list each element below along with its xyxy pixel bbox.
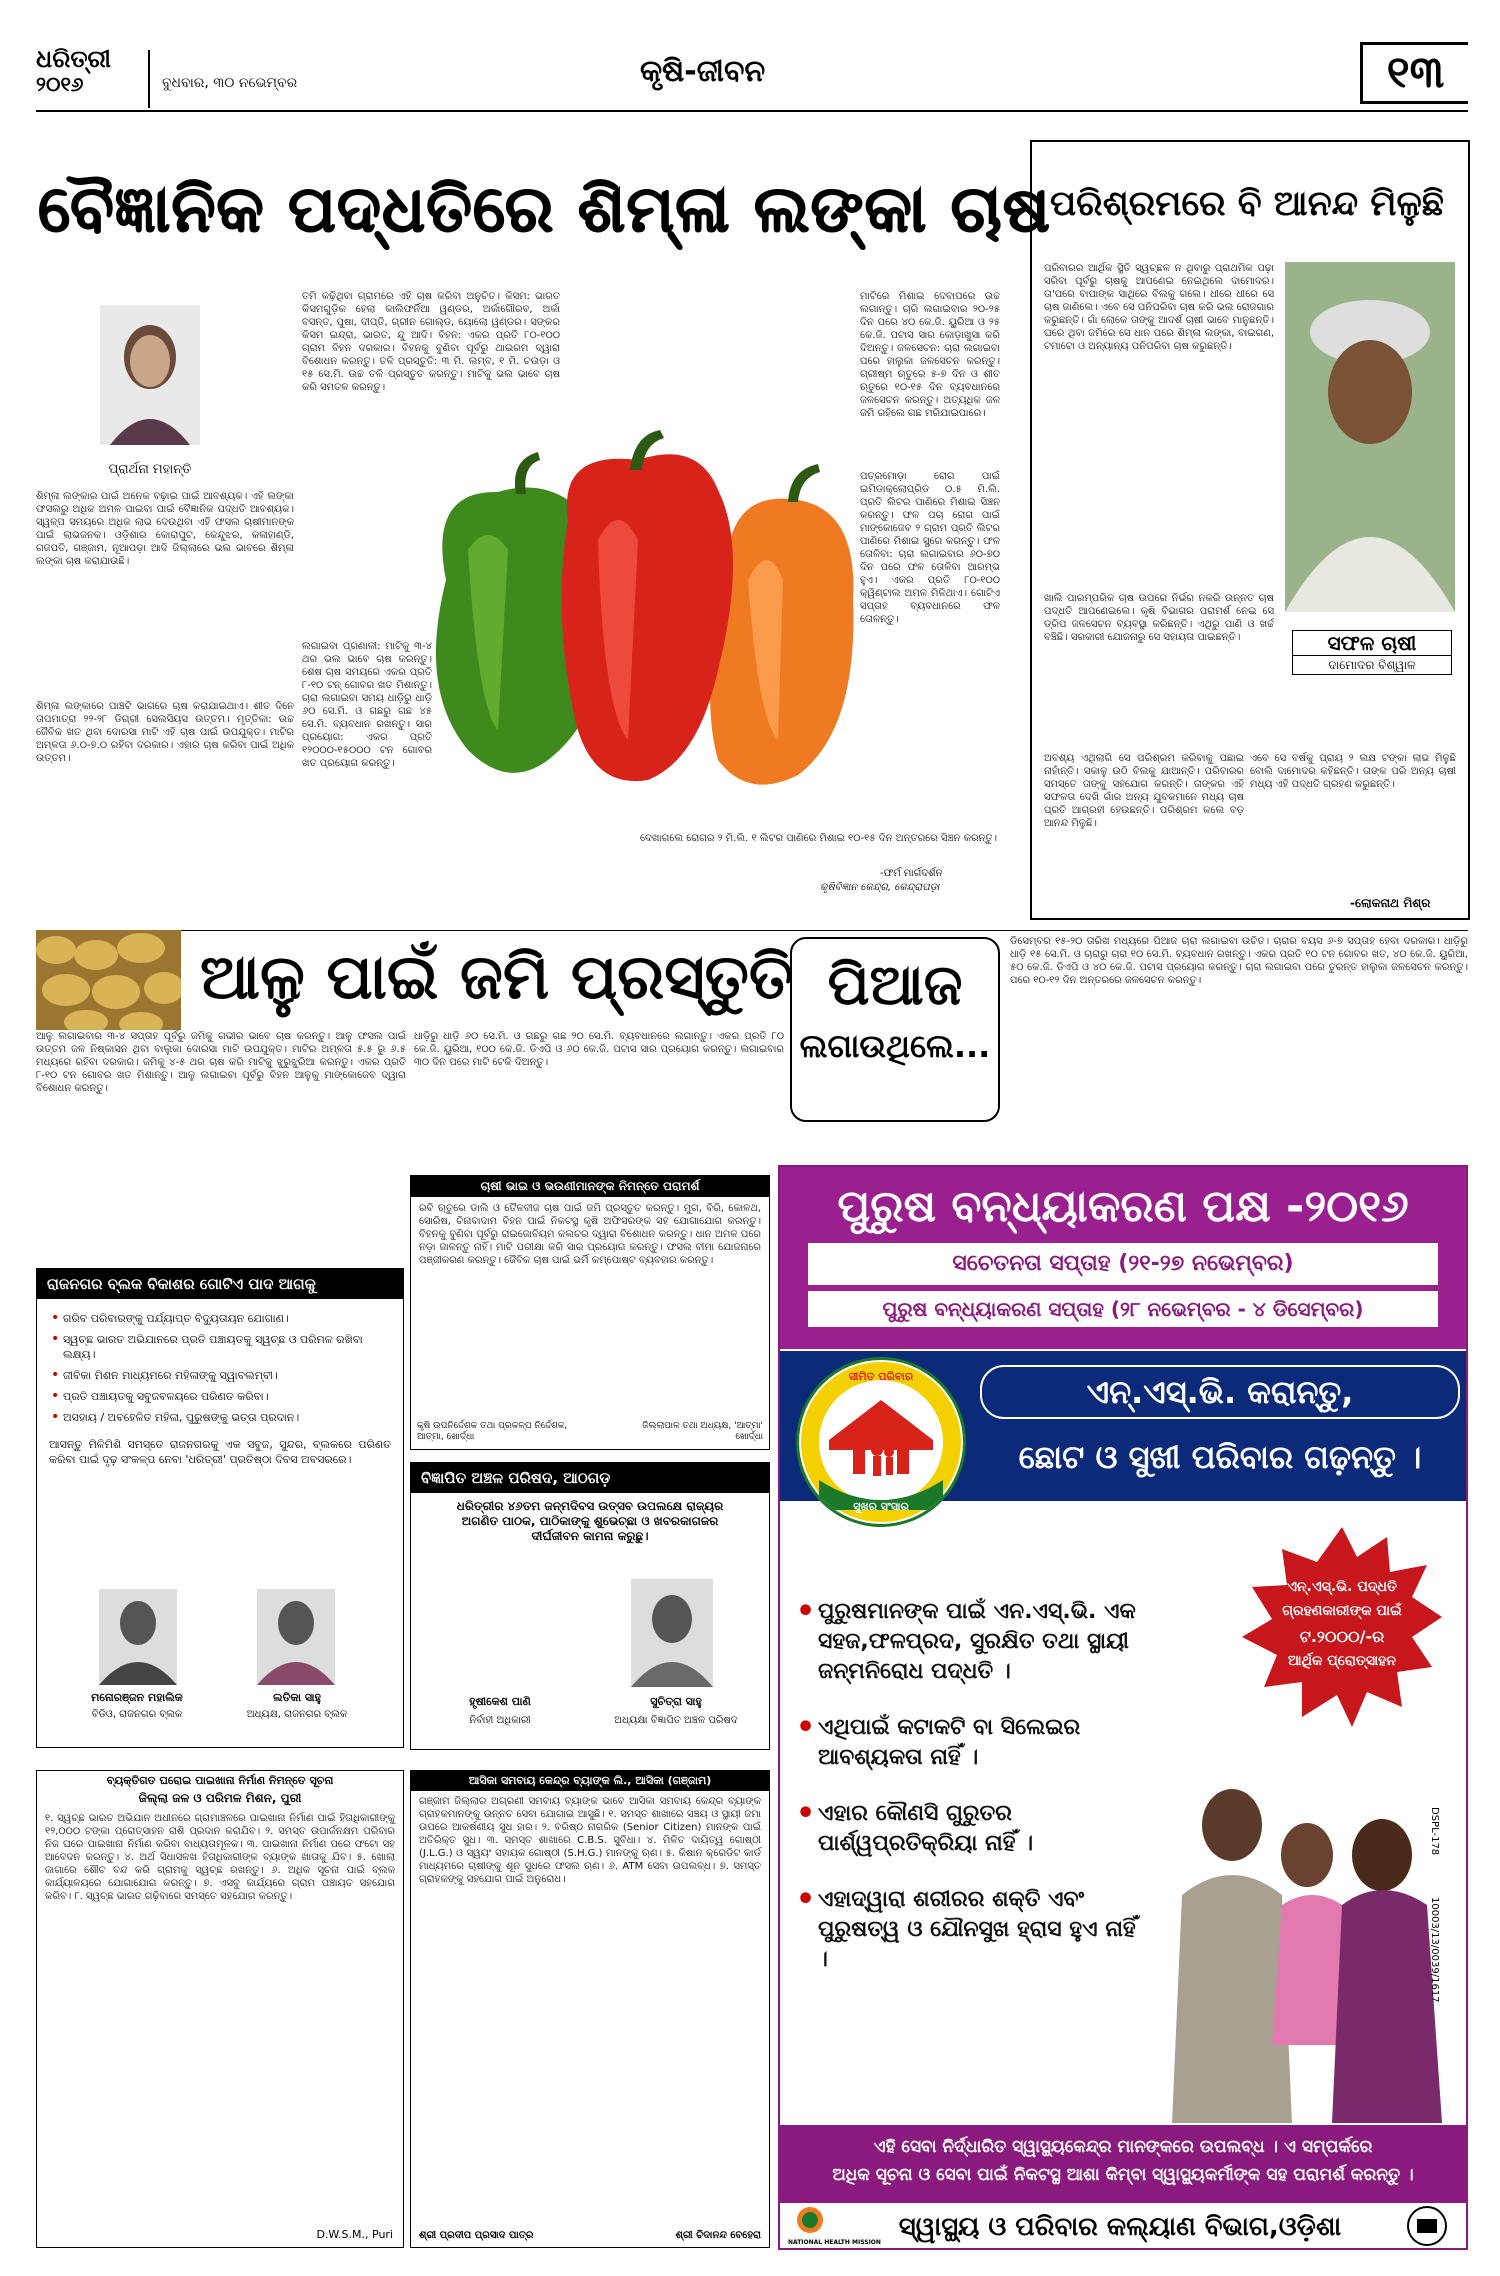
ad-week-1: ସଚେତନତା ସପ୍ତାହ (୨୧-୨୭ ନଭେମ୍ବର) bbox=[808, 1243, 1438, 1285]
advisory-title: ଚାଷୀ ଭାଇ ଓ ଭଉଣୀମାନଙ୍କ ନିମନ୍ତେ ପରାମର୍ଶ bbox=[411, 1176, 769, 1197]
ad-benefits-list bbox=[796, 1597, 1146, 2001]
ad-benefit-4: • ଏହାଦ୍ୱାରା ଶରୀରର ଶକ୍ତି ଏବଂ ପୁରୁଷତ୍ୱ ଓ ଯୌନସୁଖ ହ୍ରାସ ହୁଏ ନାହିଁ । bbox=[796, 1885, 1146, 1975]
farmer-badge bbox=[1292, 630, 1452, 675]
logo-text-top: ସୀମିତ ପରିବାର bbox=[848, 1370, 914, 1383]
section-name: କୃଷି-ଜୀବନ bbox=[640, 54, 766, 89]
capsicum-image bbox=[398, 430, 868, 810]
athagarh-line-2: ଅଗଣିତ ପାଠକ, ପାଠିକାଙ୍କୁ ଶୁଭେଚ୍ଛା ଓ ଖବରକାଗଜର bbox=[461, 1514, 719, 1528]
rajnagar-item: • ଜୀବିକା ମିଶନ ମାଧ୍ୟମରେ ମହିଳାଙ୍କୁ ସ୍ୱାବଲମ୍ବୀ। bbox=[49, 1368, 393, 1383]
lead-col3b: ଦେଖାଗଲେ ରୋଗର ୨ ମି.ଲି. ୧ ଲିଟର ପାଣିରେ ମିଶାଇ ୧୦-୧୫ ଦିନ ଅନ୍ତରରେ ସିଞ୍ଚନ କରନ୍ତୁ। bbox=[640, 833, 998, 844]
athagarh-person-2-role: ଅଧ୍ୟକ୍ଷା ବିଜ୍ଞାପିତ ଅଞ୍ଚଳ ପରିଷଦ bbox=[614, 1715, 738, 1726]
bank-sign-2: ଶ୍ରୀ ଚିଦାନନ୍ଦ ବେହେରା bbox=[675, 2230, 761, 2241]
rajnagar-person-2-role: ଅଧ୍ୟକ୍ଷ, ରାଜନଗର ବ୍ଲକ bbox=[246, 1709, 348, 1720]
bank-notice-box bbox=[410, 1770, 770, 2248]
rajnagar-item: • ଅସହାୟ / ଅବହେଳିତ ମହିଳା, ପୁରୁଷଙ୍କୁ ଭତ୍ତା ପ୍ରଦାନ। bbox=[49, 1410, 393, 1425]
toilet-notice-text: ୧. ସ୍ୱଚ୍ଛ ଭାରତ ଅଭିଯାନ ଅଧୀନରେ ଗ୍ରାମାଞ୍ଚଳରେ ପାଇଖାନା ନିର୍ମାଣ ପାଇଁ ହିତାଧିକାରୀଙ୍କୁ ୧୨,୦୦୦ ଟଙ୍କା ପ୍ରୋତ୍ସାହନ ରାଶି ପ୍ରଦାନ କରାଯିବ। ୨. ସମସ୍ତ ଉପାର୍ଜନକ୍ଷମ ପରିବାର ନିଜ ଘରେ ପାଇଖାନା ନିର୍ମାଣ କରିବା ବାଧ୍ୟତାମୂଳକ। ୩. ପାଇଖାନା ନିର୍ମାଣ ପରେ ଫଟୋ ସହ ଆବେଦନ କରନ୍ତୁ। ୪. ଅର୍ଥ ସିଧାସଳଖ ହିତାଧିକାରୀଙ୍କ ବ୍ୟାଙ୍କ ଖାତାକୁ ଯିବ। ୫. ଖୋଲା ଜାଗାରେ ଶୌଚ ବନ୍ଦ କରି ଗ୍ରାମକୁ ସ୍ୱଚ୍ଛ ରଖନ୍ତୁ। ୬. ଅଧିକ ସୂଚନା ପାଇଁ ବ୍ଲକ କାର୍ଯ୍ୟାଳୟରେ ଯୋଗାଯୋଗ କରନ୍ତୁ। ୭. ଏସବୁ କାର୍ଯ୍ୟରେ ଗ୍ରାମ ପଞ୍ଚାୟତ ସହଯୋଗ କରିବ। ୮. ସ୍ୱଚ୍ଛ ଭାରତ ଗଢ଼ିବାରେ ସମସ୍ତେ ସହଯୋଗ କରନ୍ତୁ। bbox=[45, 1813, 395, 1902]
nsv-advertisement bbox=[778, 1165, 1468, 2250]
toilet-notice-footer: D.W.S.M., Puri bbox=[316, 2228, 393, 2241]
advisory-sign-1: କୃଷି ଉପନିର୍ଦ୍ଦେଶକ ତଥା ପ୍ରକଳ୍ପ ନିର୍ଦ୍ଦେଶକ, ଆତ୍ମା, ଖୋର୍ଦ୍ଧା bbox=[417, 1421, 568, 1442]
farmer-name: ଦାମୋଦର ବିଶ୍ୱାଳ bbox=[1292, 656, 1452, 675]
potato-headline: ଆଳୁ ପାଇଁ ଜମି ପ୍ରସ୍ତୁତି bbox=[200, 940, 794, 1013]
burst-line-1: ଏନ୍.ଏସ୍.ଭି. ପଦ୍ଧତି bbox=[1287, 1579, 1397, 1595]
athagarh-person-2-photo bbox=[631, 1579, 713, 1687]
athagarh-line-1: ଧରିତ୍ରୀର ୪୬ତମ ଜନ୍ମଦିବସ ଉତ୍ସବ ଉପଲକ୍ଷେ ରାଜ୍ୟର bbox=[456, 1499, 724, 1513]
page-number-box bbox=[1360, 42, 1468, 104]
farmer-text-2: ଖାଲି ପାରମ୍ପରିକ ଚାଷ ଉପରେ ନିର୍ଭର ନକରି ଉନ୍ନତ ଚାଷ ପଦ୍ଧତି ଆପଣେଇଲେ। କୃଷି ବିଭାଗର ପରାମର୍ଶ ନେଇ ସେ ଡ୍ରିପ ଜଳସେଚନ ବ୍ୟବସ୍ଥା କରିଛନ୍ତି। ଏଥିରୁ ପାଣି ଓ ଖର୍ଚ୍ଚ ବଞ୍ଚିଛି। ସରକାରୀ ଯୋଜନାରୁ ସେ ସହାୟତା ପାଇଛନ୍ତି। bbox=[1044, 593, 1274, 643]
farmer-text-4: ଏବେ ସେ ବର୍ଷକୁ ପ୍ରାୟ ୨ ଲକ୍ଷ ଟଙ୍କା ଲାଭ ମିଳୁଛି ବୋଲି ଦାମୋଦର କହିଛନ୍ତି। ତାଙ୍କ ପରି ଅନ୍ୟ ଚାଷୀ ମଧ୍ୟ ଏହି ପଦ୍ଧତି ଗ୍ରହଣ କରୁଛନ୍ତି। bbox=[1250, 753, 1456, 790]
farmer-byline: -ଲୋକନାଥ ମିଶ୍ର bbox=[1350, 896, 1431, 910]
ad-title-band bbox=[780, 1167, 1466, 1349]
ad-code-1: DSPL-178 bbox=[1429, 1807, 1440, 1856]
author-caption: ପ୍ରାର୍ଥନା ମହାନ୍ତି bbox=[108, 462, 192, 477]
toilet-notice-title: ବ୍ୟକ୍ତିଗତ ଘରୋଇ ପାଇଖାନା ନିର୍ମାଣ ନିମନ୍ତେ ସୂଚନା bbox=[37, 1771, 403, 1791]
ad-benefit-1: • ପୁରୁଷମାନଙ୍କ ପାଇଁ ଏନ.ଏସ୍.ଭି. ଏକ ସହଜ,ଫଳପ୍ରଦ, ସୁରକ୍ଷିତ ତଥା ସ୍ଥାୟୀ ଜନ୍ମନିରୋଧ ପଦ୍ଧତି । bbox=[796, 1597, 1146, 1687]
ad-department: ସ୍ୱାସ୍ଥ୍ୟ ଓ ପରିବାର କଲ୍ୟାଣ ବିଭାଗ,ଓଡ଼ିଶା bbox=[898, 2212, 1342, 2242]
ad-footer-line-2: ଅଧିକ ସୂଚନା ଓ ସେବା ପାଇଁ ନିକଟସ୍ଥ ଆଶା କିମ୍ବା ସ୍ୱାସ୍ଥ୍ୟକର୍ମୀଙ୍କ ସହ ପରାମର୍ଶ କରନ୍ତୁ । bbox=[832, 2165, 1414, 2185]
ad-incentive-burst bbox=[1242, 1527, 1442, 1727]
farmer-headline: ପରିଶ୍ରମରେ ବି ଆନନ୍ଦ ମିଳୁଛି bbox=[1050, 184, 1444, 224]
nhm-logo-text: NATIONAL HEALTH MISSION bbox=[788, 2239, 881, 2246]
farmer-text-3: ଅବଶ୍ୟ ଏଥିଲାଗି ସେ ପରିଶ୍ରମ କରିବାକୁ ପଛାଇ ନାହାଁନ୍ତି। ସକାଳୁ ଉଠି ବିଲକୁ ଯାଆନ୍ତି। ପରିବାରର ସମସ୍ତେ ତାଙ୍କୁ ସହଯୋଗ କରନ୍ତି। ତାଙ୍କର ଏହି ସଫଳତା ଦେଖି ଗାଁର ଅନ୍ୟ ଯୁବକମାନେ ମଧ୍ୟ ଚାଷ ପ୍ରତି ଆଗ୍ରହୀ ହେଉଛନ୍ତି। ପରିଶ୍ରମ କଲେ ବଡ଼ ଆନନ୍ଦ ମିଳୁଛି। bbox=[1044, 753, 1244, 829]
bank-notice-text: ଗଞ୍ଜାମ ଜିଲ୍ଲାର ଅଗ୍ରଣୀ ସମବାୟ ବ୍ୟାଙ୍କ ଭାବେ ଆସିକା ସମବାୟ କେନ୍ଦ୍ର ବ୍ୟାଙ୍କ ଗ୍ରାହକମାନଙ୍କୁ ଉନ୍ନତ ସେବା ଯୋଗାଇ ଆସୁଛି। ୧. ସମସ୍ତ ଶାଖାରେ ସଞ୍ଚୟ ଓ ସ୍ଥାୟୀ ଜମା ଉପରେ ଆକର୍ଷଣୀୟ ସୁଧ ହାର। ୨. ବରିଷ୍ଠ ନାଗରିକ (Senior Citizen) ମାନଙ୍କ ପାଇଁ ଅତିରିକ୍ତ ସୁଧ। ୩. ସମସ୍ତ ଶାଖାରେ C.B.S. ସୁବିଧା। ୪. ମିଳିତ ଦାୟିତ୍ୱ ଗୋଷ୍ଠୀ (J.L.G.) ଓ ସ୍ୱୟଂ ସହାୟକ ଗୋଷ୍ଠୀ (S.H.G.) ମାନଙ୍କୁ ଋଣ। ୫. କିଷାନ କ୍ରେଡିଟ କାର୍ଡ ମାଧ୍ୟମରେ ଚାଷୀଙ୍କୁ ଶୂନ ସୁଧରେ ଫସଲ ଋଣ। ୬. ATM ସେବା ଉପଲବ୍ଧ। ୭. ସମସ୍ତ ଗ୍ରାହକଙ୍କୁ ସହଯୋଗ ପାଇଁ ଅନୁରୋଧ। bbox=[419, 1796, 761, 1885]
potato-text-2: ଧାଡ଼ିରୁ ଧାଡ଼ି ୬୦ ସେ.ମି. ଓ ଗଛରୁ ଗଛ ୨୦ ସେ.ମି. ବ୍ୟବଧାନରେ ଲଗାନ୍ତୁ। ଏକର ପ୍ରତି ୮୦ କେ.ଜି. ୟୁରିଆ, ୧୦୦ କେ.ଜି. ଡିଏପି ଓ ୬୦ କେ.ଜି. ପଟାସ ସାର ପ୍ରୟୋଗ କରନ୍ତୁ। ଲଗାଇବାର ୩୦ ଦିନ ପରେ ମାଟି ଟେକି ଦିଅନ୍ତୁ। bbox=[414, 1031, 784, 1068]
athagarh-title: ବିଜ୍ଞାପିତ ଅଞ୍ଚଳ ପରିଷଦ, ଆଠଗଡ଼ bbox=[411, 1463, 769, 1493]
rajnagar-person-2-photo bbox=[257, 1589, 335, 1685]
farmer-photo bbox=[1285, 262, 1455, 612]
rajnagar-item: • ସ୍ୱଚ୍ଛ ଭାରତ ଅଭିଯାନରେ ପ୍ରତି ପଞ୍ଚାୟତକୁ ସ୍ୱଚ୍ଛ ଓ ପରିମଳ ରଖିବା ଲକ୍ଷ୍ୟ। bbox=[49, 1332, 393, 1362]
potato-text-1: ଆଳୁ ଲଗାଇବାର ୩-୪ ସପ୍ତାହ ପୂର୍ବରୁ ଜମିକୁ ଗଭୀର ଭାବେ ଚାଷ କରନ୍ତୁ। ଆଳୁ ଫସଲ ପାଇଁ ଉତ୍ତମ ଜଳ ନିଷ୍କାସନ ଥିବା ବାଲୁକା ଦୋରସା ମାଟି ଉପଯୁକ୍ତ। ମାଟିର ଅମ୍ଳତା ୫.୫ ରୁ ୬.୫ ମଧ୍ୟରେ ରହିବା ଦରକାର। ଜମିକୁ ୪-୫ ଥର ଚାଷ କରି ମାଟିକୁ ଝୁରୁଝୁରିଆ କରନ୍ତୁ। ଏକର ପ୍ରତି ୮-୧୦ ଟନ ଗୋବର ଖତ ମିଶାନ୍ତୁ। ଆଳୁ ଲଗାଇବା ପୂର୍ବରୁ ବିହନ ଆଳୁକୁ ମାଙ୍କୋଜେବ ଦ୍ୱାରା ବିଶୋଧନ କରନ୍ତୁ। bbox=[36, 1031, 406, 1094]
athagarh-person-1-role: ନିର୍ବାହୀ ଅଧିକାରୀ bbox=[469, 1715, 531, 1726]
rajnagar-item: • ଗରିବ ପରିବାରଙ୍କୁ ପର୍ଯ୍ୟାପ୍ତ ବିଦ୍ୟୁତାୟନ ଯୋଗାଣ। bbox=[49, 1311, 393, 1326]
page-number: ୧୩ bbox=[1386, 47, 1445, 98]
athagarh-person-2-name: ସୁଚିତ୍ରା ସାହୁ bbox=[650, 1695, 702, 1708]
athagarh-box bbox=[410, 1462, 770, 1750]
onion-text: ଡିସେମ୍ବର ୧୫-୨୦ ତାରିଖ ମଧ୍ୟରେ ପିଆଜ ଚାରା ଲଗାଇବା ଉଚିତ। ଚାରାର ବୟସ ୬-୭ ସପ୍ତାହ ହେବା ଦରକାର। ଧାଡ଼ିରୁ ଧାଡ଼ି ୧୫ ସେ.ମି. ଓ ଚାରାରୁ ଚାରା ୧୦ ସେ.ମି. ବ୍ୟବଧାନ ରଖନ୍ତୁ। ଏକର ପ୍ରତି ୧୦ ଟନ ଗୋବର ଖତ, ୪୦ କେ.ଜି. ୟୁରିଆ, ୫୦ କେ.ଜି. ଡିଏପି ଓ ୪୦ କେ.ଜି. ପଟାସ ପ୍ରୟୋଗ କରନ୍ତୁ। ଚାରା ଲଗାଇବା ପରେ ତୁରନ୍ତ ହାଲୁକା ଜଳସେଚନ କରନ୍ତୁ। ପରେ ୧୦-୧୨ ଦିନ ଅନ୍ତରରେ ଜଳସେଚନ କରନ୍ତୁ। bbox=[1010, 936, 1468, 986]
lead-col2b: ଲଗାଇବା ପ୍ରଣାଳୀ: ମାଟିକୁ ୩-୪ ଥର ଭଲ ଭାବେ ଚାଷ କରନ୍ତୁ। ଶେଷ ଚାଷ ସମୟରେ ଏକର ପ୍ରତି ୮-୧୦ ଟନ୍ ଗୋବର ଖତ ମିଶାନ୍ତୁ। ଚାରା ଲଗାଇବା ସମୟ ଧାଡ଼ିରୁ ଧାଡ଼ି ୬୦ ସେ.ମି. ଓ ଗଛରୁ ଗଛ ୪୫ ସେ.ମି. ବ୍ୟବଧାନ ରଖନ୍ତୁ। ସାର ପ୍ରୟୋଗ: ଏକର ପ୍ରତି ୧୨୦୦୦-୧୫୦୦୦ ଟନ ଗୋବର ଖତ ପ୍ରୟୋଗ କରନ୍ତୁ। bbox=[302, 641, 432, 769]
rajnagar-person-1-name: ମନୋରଞ୍ଜନ ମହାଲିକ bbox=[91, 1691, 183, 1704]
rajnagar-footer: ଆସନ୍ତୁ ମିଳିମିଶି ସମସ୍ତେ ରାଜନଗରକୁ ଏକ ସବୁଜ, ସୁନ୍ଦର, ବ୍ଲକରେ ପରିଣତ କରିବା ପାଇଁ ଦୃଢ଼ ସଂକଳ୍ପ ନେବା 'ଧରିତ୍ରୀ' ପ୍ରତିଷ୍ଠା ଦିବସ ଅବସରରେ। bbox=[49, 1438, 391, 1466]
lead-col3: ମାଟିରେ ମିଶାଇ ଦେବାପରେ ଉଚ୍ଚ ଲଗାନ୍ତୁ। ଚାରି ଲଗାଇବାର ୨୦-୨୫ ଦିନ ପରେ ୪୦ କେ.ଜି. ୟୁରିଆ ଓ ୨୫ କେ.ଜି. ପଟାସ ସାର କୋଡ଼ାଖୁସା କରି ଦିଅନ୍ତୁ। ଜଳସେଚନ: ଚାରା ଲଗାଇବା ପରେ ହାଲୁକା ଜଳସେଚନ କରନ୍ତୁ। ଗ୍ରୀଷ୍ମ ଋତୁରେ ୫-୭ ଦିନ ଓ ଶୀତ ଋତୁରେ ୧୦-୧୫ ଦିନ ବ୍ୟବଧାନରେ ଜଳସେଚନ କରନ୍ତୁ। ଅତ୍ୟଧିକ ଜଳ ଜମି ରହିଲେ ଗଛ ମରିଯାଇପାରେ। bbox=[860, 291, 1000, 419]
burst-line-3: ଟ.୨୦୦୦/-ର bbox=[1299, 1627, 1385, 1646]
burst-line-2: ଗ୍ରହଣକାରୀଙ୍କ ପାଇଁ bbox=[1282, 1603, 1402, 1619]
burst-line-4: ଆର୍ଥିକ ପ୍ରୋତ୍ସାହନ bbox=[1288, 1653, 1396, 1669]
athagarh-person-1-name: ହୃଷୀକେଶ ପାଣି bbox=[469, 1695, 531, 1708]
ad-footer-line-1: ଏହି ସେବା ନିର୍ଦ୍ଧାରିତ ସ୍ୱାସ୍ଥ୍ୟକେନ୍ଦ୍ର ମାନଙ୍କରେ ଉପଲବ୍ଧ । ଏ ସମ୍ପର୍କରେ bbox=[873, 2137, 1373, 2157]
masthead-rule bbox=[36, 110, 1468, 112]
author-photo bbox=[100, 305, 200, 445]
family-planning-logo bbox=[796, 1357, 966, 1527]
onion-headline-2: ଲଗାଉଥିଲେ... bbox=[799, 1027, 991, 1065]
advisory-box bbox=[410, 1175, 770, 1450]
issue-date: ବୁଧବାର, ୩୦ ନଭେମ୍ବର bbox=[162, 75, 298, 91]
logo-year: ୨୦୧୬ bbox=[36, 72, 84, 96]
bank-sign-1: ଶ୍ରୀ ପ୍ରଦୀପ ପ୍ରସାଦ ପାତ୍ର bbox=[419, 2230, 534, 2241]
ad-title: ପୁରୁଷ ବନ୍ଧ୍ୟାକରଣ ପକ୍ଷ -୨୦୧୬ bbox=[837, 1181, 1409, 1232]
lead-col2: ତମି କଢ଼ିଥିବା ଗ୍ରାମରେ ଏହି ଚାଷ କରିବା ଅନୁଚିତ। କିସମ: ଭାରତ କିସମଗୁଡ଼ିକ ହେଲା କାଲିଫର୍ନିଆ ୱଣ୍ଡର, ଅର୍କାଗୌରବ, ଅର୍କା ବସନ୍ତ, ପୁଷା, ଦୀପ୍ତି, ଗ୍ରୀନ ଗୋଲ୍ଡ, ୟୋଲୋ ୱଣ୍ଡର। ସଙ୍କର କିସମ ଇନ୍ଦ୍ରା, ଭାରତ, ନ୍ଦୁ ଆଦି। ବିହନ: ଏକର ପ୍ରତି ୮୦-୧୦୦ ଗ୍ରାମ ବିହନ ଦରକାର। ବିହନକୁ ବୁଣିବା ପୂର୍ବରୁ ଥାଇରମ ଦ୍ୱାରା ବିଶୋଧନ କରନ୍ତୁ। ତଳି ପ୍ରସ୍ତୁତି: ୩ ମି. ଲମ୍ବ, ୧ ମି. ଚଉଡ଼ା ଓ ୧୫ ସେ.ମି. ଉଚ୍ଚ ତଳି ପ୍ରସ୍ତୁତ କରନ୍ତୁ। ମାଟିକୁ ଭଲ ଭାବେ ଚାଷ କରି ସମତଳ କରନ୍ତୁ। bbox=[302, 291, 560, 393]
ad-nsv-line-2: ଛୋଟ ଓ ସୁଖୀ ପରିବାର ଗଢ଼ନ୍ତୁ । bbox=[1018, 1438, 1422, 1476]
masthead-logo bbox=[36, 46, 146, 96]
lead-col4: ପତ୍ରମୋଡ଼ା ରୋଗ ପାଇଁ ଇମିଡାକ୍ଲୋପ୍ରିଡ ୦.୫ ମି.ଲି. ପ୍ରତି ଲିଟର ପାଣିରେ ମିଶାଇ ସିଞ୍ଚନ କରନ୍ତୁ। ଫଳ ପଚା ରୋଗ ପାଇଁ ମାଙ୍କୋଜେବ ୨ ଗ୍ରାମ ପ୍ରତି ଲିଟର ପାଣିରେ ମିଶାଇ ସ୍ପ୍ରେ କରନ୍ତୁ। ଫଳ ତୋଳିବା: ଚାରା ଲଗାଇବାର ୬୦-୭୦ ଦିନ ପରେ ଫଳ ତୋଳିବା ଆରମ୍ଭ ହୁଏ। ଏକର ପ୍ରତି ୮୦-୧୦୦ କ୍ୱିଣ୍ଟାଲ ଅମଳ ମିଳିଥାଏ। ଗୋଟିଏ ସପ୍ତାହ ବ୍ୟବଧାନରେ ଫଳ ତୋଳନ୍ତୁ। bbox=[860, 471, 1000, 625]
logo-text: ଧରିତ୍ରୀ bbox=[36, 44, 111, 73]
ad-nsv-line-1: ଏନ୍.ଏସ୍.ଭି. କରାନ୍ତୁ, bbox=[980, 1365, 1460, 1419]
rajnagar-person-1-role: ବିଡିଓ, ରାଜନଗର ବ୍ଲକ bbox=[91, 1709, 183, 1720]
lead-col1b: ଶିମ୍ଳା ଲଙ୍କାରେ ପାଞ୍ଚଟି ଭାଗରେ ଚାଷ କରାଯାଇଥାଏ। ଶୀତ ଦିନେ ତାପମାତ୍ରା ୨୨-୨୮ ଡିଗ୍ରୀ ସେଲସିୟସ ଉତ୍ତମ। ମୃତ୍ତିକା: ଉଚ୍ଚ ଜୈବିକ ଖତ ଥିବା ଦୋରସା ମାଟି ଏହି ଚାଷ ପାଇଁ ଉପଯୁକ୍ତ। ମାଟିର ଅମ୍ଳତା ୬.୦-୭.୦ ରହିବା ଦରକାର। ଏହାର ଚାଷ କରିବା ପାଇଁ ଅଧିକ ଉତ୍ତମ। bbox=[36, 701, 294, 764]
potato-photo bbox=[36, 930, 181, 1030]
bank-notice-title: ଆସିକା ସମବାୟ କେନ୍ଦ୍ର ବ୍ୟାଙ୍କ ଲି., ଆସିକା (ଗଞ୍ଜାମ) bbox=[411, 1771, 769, 1791]
logo-text-bottom: ସୁଖର ସଂସାର bbox=[853, 1500, 909, 1513]
ad-family-photo bbox=[1152, 1745, 1452, 2123]
onion-headline-1: ପିଆଜ bbox=[827, 953, 963, 1018]
toilet-notice-box bbox=[36, 1770, 404, 2248]
ad-benefit-2: • ଏଥିପାଇଁ କଟାକଟି ବା ସିଲେଇର ଆବଶ୍ୟକତା ନାହିଁ । bbox=[796, 1713, 1146, 1773]
farmer-badge-label: ସଫଳ ଚାଷୀ bbox=[1292, 630, 1452, 656]
odisha-emblem bbox=[1404, 2205, 1450, 2247]
advisory-text: ରବି ଋତୁରେ ଡାଲି ଓ ତୈଳବୀଜ ଚାଷ ପାଇଁ ଜମି ପ୍ରସ୍ତୁତ କରନ୍ତୁ। ମୁଗ, ବିରି, କୋଳଥ, ସୋରିଷ, ଚିନାବାଦାମ ବିହନ ପାଇଁ ନିକଟସ୍ଥ କୃଷି ଅଫିସରଙ୍କ ସହ ଯୋଗାଯୋଗ କରନ୍ତୁ। ବିହନକୁ ବୁଣିବା ପୂର୍ବରୁ ରାଇଜୋବିୟମ କଲଚର ଦ୍ୱାରା ବିଶୋଧନ କରନ୍ତୁ। ଧାନ ଅମଳ ପରେ ନଡ଼ା ଜାଳନ୍ତୁ ନାହିଁ। ମାଟି ପରୀକ୍ଷା କରି ସାର ପ୍ରୟୋଗ କରନ୍ତୁ। ଫସଲ ବୀମା ଯୋଜନାରେ ପଞ୍ଜୀକରଣ କରନ୍ତୁ। ଜୈବିକ ଚାଷ ପାଇଁ ଭର୍ମି କମ୍ପୋଷ୍ଟ ବ୍ୟବହାର କରନ୍ତୁ। bbox=[419, 1203, 761, 1266]
lead-col1a: ଶିମ୍ଳା ଲଙ୍କାର ପାଇଁ ଅନେକ ବଢ଼ାଇ ପାଇଁ ଆବଶ୍ୟକ। ଏହି ଲଙ୍କା ଫସଲରୁ ଅଧିକ ଅମଳ ପାଇବା ପାଇଁ ବୈଜ୍ଞାନିକ ପଦ୍ଧତି ଆବଶ୍ୟକ। ସ୍ୱଳ୍ପ ସମୟରେ ଅଧିକ ଲାଭ ଦେଉଥିବା ଏହି ଫସଲ ଚାଷୀମାନଙ୍କ ପାଇଁ ଲାଭଜନକ। ଓଡ଼ିଶାର କୋରାପୁଟ, କେନ୍ଦୁଝର, କଳାହାଣ୍ଡି, ଗଜପତି, ଗଞ୍ଜାମ, ନୂଆପଡ଼ା ଆଦି ଜିଲ୍ଲାରେ ଭଲ ଭାବରେ ଶିମ୍ଳା ଲଙ୍କା ଚାଷ କରାଯାଉଛି। bbox=[36, 491, 294, 567]
lead-signoff-org: କୃଷିବିଜ୍ଞାନ କେନ୍ଦ୍ର, କେନ୍ଦ୍ରାପଡ଼ା bbox=[820, 882, 940, 893]
rajnagar-person-1-photo bbox=[99, 1589, 177, 1685]
rajnagar-title: ରାଜନଗର ବ୍ଲକ ବିକାଶର ଗୋଟିଏ ପାଦ ଆଗକୁ bbox=[37, 1269, 403, 1299]
rajnagar-box bbox=[36, 1268, 404, 1748]
ad-week-2: ପୁରୁଷ ବନ୍ଧ୍ୟାକରଣ ସପ୍ତାହ (୨୮ ନଭେମ୍ବର - ୪ ଡିସେମ୍ବର) bbox=[808, 1291, 1438, 1327]
farmer-text-1: ପରିବାରର ଆର୍ଥିକ ସ୍ଥିତି ସ୍ୱଚ୍ଛଳ ନ ଥିବାରୁ ପ୍ରାଥମିକ ପଢ଼ା ସରିବା ପୂର୍ବରୁ ଚାଷକୁ ଆପଣେଇ ନେଇଥିଲେ ଦାମୋଦର। ତା'ପରେ ବାପାଙ୍କ ସାଥିରେ ବିଲକୁ ଗଲେ। ଧୀରେ ଧୀରେ ସେ ଚାଷ ଜାଣିଲେ। ଏବେ ସେ ପନିପରିବା ଚାଷ କରି ଭଲ ରୋଜଗାର କରୁଛନ୍ତି। ଗାଁ ଲୋକେ ତାଙ୍କୁ ଆଦର୍ଶ ଚାଷୀ ଭାବେ ମାନୁଛନ୍ତି। ଘରେ ଥିବା ଜମିରେ ସେ ଧାନ ପରେ ଶିମ୍ଳା ଲଙ୍କା, ବାଇଗଣ, ଟମାଟୋ ଓ ଅନ୍ୟାନ୍ୟ ପନିପରିବା ଚାଷ କରୁଛନ୍ତି। bbox=[1044, 263, 1274, 352]
advisory-sign-2: ଜିଲ୍ଲାପାଳ ତଥା ଅଧ୍ୟକ୍ଷ, 'ଆତ୍ମା' ଖୋର୍ଦ୍ଧା bbox=[642, 1421, 763, 1442]
ad-benefit-3: • ଏହାର କୌଣସି ଗୁରୁତର ପାର୍ଶ୍ୱପ୍ରତିକ୍ରିୟା ନାହିଁ । bbox=[796, 1799, 1146, 1859]
ad-footer-band bbox=[780, 2125, 1466, 2203]
athagarh-line-3: ଦୀର୍ଘଜୀବନ କାମନା କରୁଛୁ। bbox=[531, 1529, 649, 1543]
ad-code-2: 10003/13/0039/1617 bbox=[1429, 1897, 1440, 2003]
lead-headline: ବୈଜ୍ଞାନିକ ପଦ୍ଧତିରେ ଶିମ୍ଳା ଲଙ୍କା ଚାଷ bbox=[38, 173, 1051, 247]
rajnagar-person-2-name: ଲତିକା ସାହୁ bbox=[273, 1691, 321, 1704]
rajnagar-item: • ପ୍ରତି ପଞ୍ଚାୟତକୁ ସବୁଜବଳୟରେ ପରିଣତ କରିବା। bbox=[49, 1389, 393, 1404]
onion-headline-box bbox=[790, 937, 1000, 1122]
nhm-logo bbox=[788, 2205, 881, 2247]
lead-signoff: -ଫର୍ମ ମାର୍ଗଦର୍ଶନ bbox=[880, 868, 943, 879]
toilet-notice-subtitle: ଜିଲ୍ଲା ଜଳ ଓ ପରିମଳ ମିଶନ, ପୁରୀ bbox=[138, 1791, 302, 1805]
